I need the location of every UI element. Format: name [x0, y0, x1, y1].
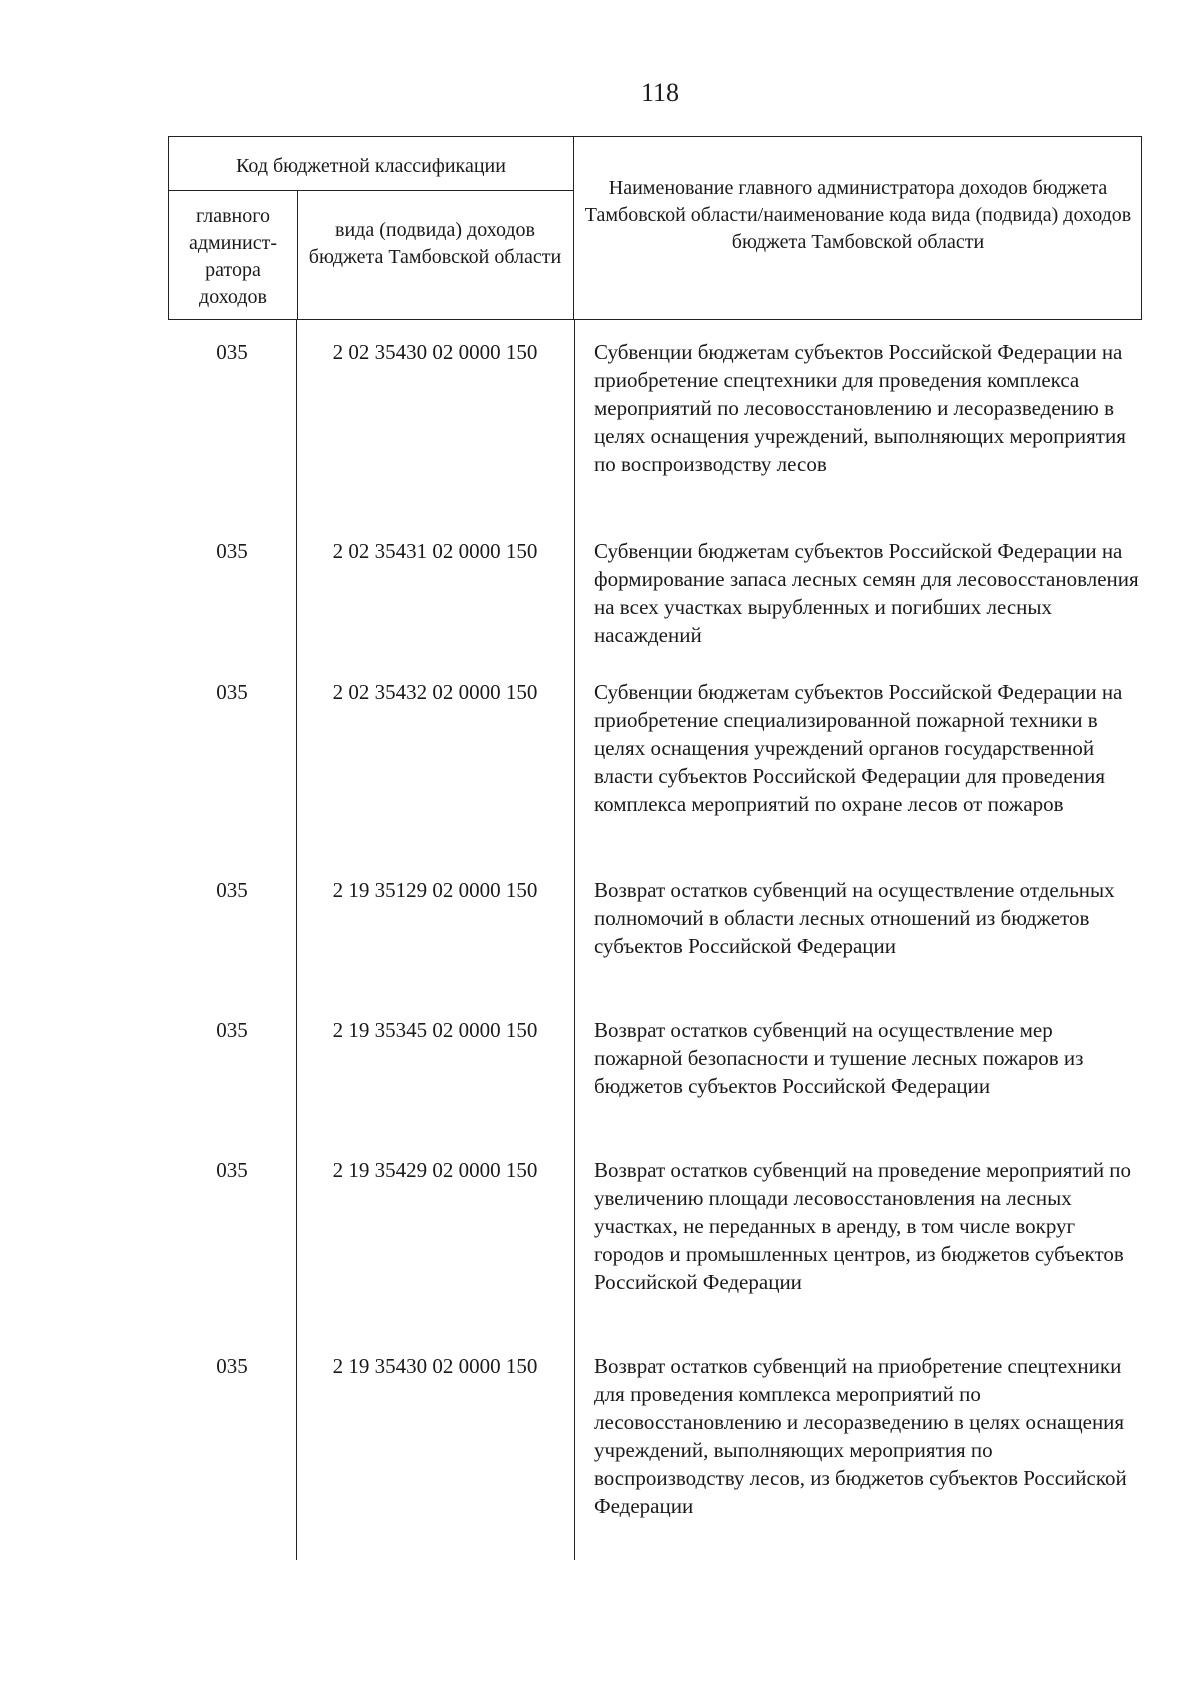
header-divider — [169, 190, 573, 191]
admin-code: 035 — [216, 680, 248, 704]
income-name: Субвенции бюджетам субъектов Российской Федерации на приобретение специализированной пожарной техники в целях оснащения учреждений органов государственной власти субъектов Российской Федерации для проведения комплекса мероприятий по охране лесов от пожаров — [594, 680, 1123, 816]
page-number: 118 — [640, 78, 680, 107]
income-name: Возврат остатков субвенций на осуществление мер пожарной безопасности и тушение лесных пожаров из бюджетов субъектов Российской Федерации — [594, 1018, 1084, 1098]
header-name-column: Наименование главного администратора доходов бюджета Тамбовской области/наименование кода вида (подвида) доходов бюджета Тамбовской области — [584, 177, 1132, 253]
admin-code: 035 — [216, 1158, 248, 1182]
header-kind-column: вида (подвида) доходов бюджета Тамбовской области — [308, 219, 562, 268]
admin-code: 035 — [216, 539, 248, 563]
admin-code: 035 — [216, 1018, 248, 1042]
income-name: Субвенции бюджетам субъектов Российской Федерации на приобретение спецтехники для проведения комплекса мероприятий по лесовосстановлению и лесоразведению в целях оснащения учреждений, выполняющих мероприятия по воспроизводству лесов — [594, 340, 1126, 476]
income-name: Возврат остатков субвенций на приобретение спецтехники для проведения комплекса мероприятий по лесовосстановлению и лесоразведению в целях оснащения учреждений, выполняющих мероприятия по воспроизводству лесов, из бюджетов субъектов Российской Федерации — [594, 1354, 1127, 1518]
income-code: 2 02 35430 02 0000 150 — [332, 340, 538, 364]
admin-code: 035 — [216, 1354, 248, 1378]
column-divider — [574, 320, 575, 1560]
income-code: 2 19 35345 02 0000 150 — [332, 1018, 538, 1042]
admin-code: 035 — [216, 340, 248, 364]
income-code: 2 02 35432 02 0000 150 — [332, 680, 538, 704]
header-admin-column: главного админист-ратора доходов — [188, 205, 278, 308]
income-name: Субвенции бюджетам субъектов Российской Федерации на формирование запаса лесных семян для лесовосстановления на всех участках вырубленных и погибших лесных насаждений — [594, 539, 1139, 647]
income-name: Возврат остатков субвенций на проведение мероприятий по увеличению площади лесовосстановления на лесных участках, не переданных в аренду, в том числе вокруг городов и промышленных центров, из бюджетов субъектов Российской Федерации — [594, 1158, 1132, 1294]
income-code: 2 19 35429 02 0000 150 — [332, 1158, 538, 1182]
table-header — [168, 136, 1142, 320]
income-code: 2 19 35129 02 0000 150 — [332, 878, 538, 902]
income-code: 2 19 35430 02 0000 150 — [332, 1354, 538, 1378]
income-name: Возврат остатков субвенций на осуществление отдельных полномочий в области лесных отношений из бюджетов субъектов Российской Федерации — [594, 878, 1115, 958]
admin-code: 035 — [216, 878, 248, 902]
income-code: 2 02 35431 02 0000 150 — [332, 539, 538, 563]
header-code-group: Код бюджетной классификации — [236, 155, 506, 177]
